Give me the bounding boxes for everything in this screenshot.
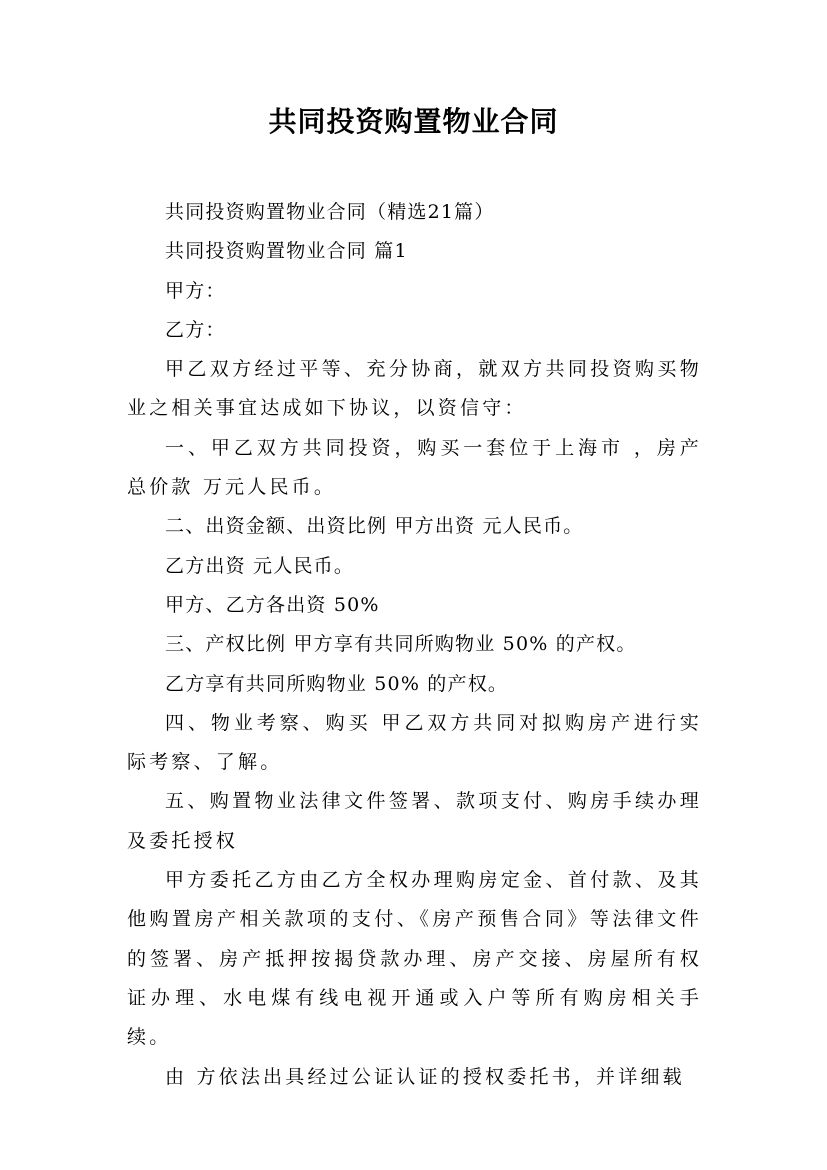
document-title: 共同投资购置物业合同 [268,105,559,138]
paragraph-clause-2-party-b: 乙方出资 元人民币。 [165,554,355,577]
paragraph-preamble: 甲乙双方经过平等、充分协商，就双方共同投资购买物业之相关事宜达成如下协议，以资信守： [127,358,702,420]
paragraph-clause-5-detail: 甲方委托乙方由乙方全权办理购房定金、首付款、及其他购置房产相关款项的支付、《房产预售合同》等法律文件的签署、房产抵押按揭贷款办理、房产交接、房屋所有权证办理、水电煤有线电视开通或入户等所有购房相关手续。 [127,869,702,1049]
paragraph-section-heading: 共同投资购置物业合同 篇1 [165,240,408,263]
paragraph-authorization: 由 方依法出具经过公证认证的授权委托书，并详细载 [165,1065,685,1088]
paragraph-clause-3-party-b: 乙方享有共同所购物业 50% 的产权。 [165,672,509,695]
paragraph-subtitle: 共同投资购置物业合同（精选21篇） [165,201,495,223]
paragraph-clause-2-ratio: 甲方、乙方各出资 50% [165,593,380,616]
paragraph-clause-3: 三、产权比例 甲方享有共同所购物业 50% 的产权。 [165,633,637,656]
paragraph-clause-1: 一、甲乙双方共同投资，购买一套位于上海市 ，房产总价款 万元人民币。 [127,436,702,499]
paragraph-party-b: 乙方： [165,318,226,341]
paragraph-clause-2: 二、出资金额、出资比例 甲方出资 元人民币。 [165,515,584,538]
paragraph-party-a: 甲方： [165,279,226,302]
document-body [127,193,702,1097]
paragraph-clause-4: 四、物业考察、购买 甲乙双方共同对拟购房产进行实际考察、了解。 [127,711,702,774]
paragraph-clause-5: 五、购置物业法律文件签署、款项支付、购房手续办理及委托授权 [127,790,702,852]
